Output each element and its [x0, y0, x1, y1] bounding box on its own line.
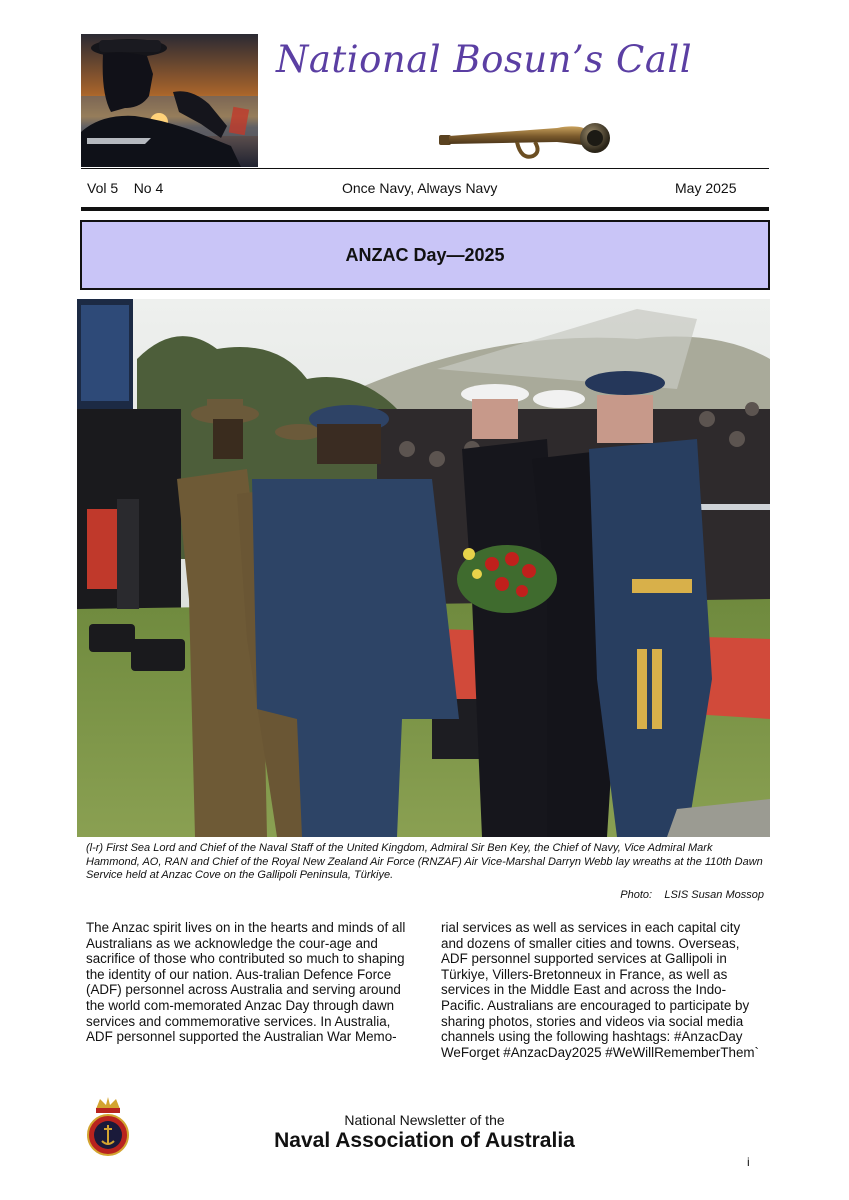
ceremony-image: [77, 299, 770, 837]
issue-date: May 2025: [675, 180, 737, 196]
footer-subtitle: National Newsletter of the: [344, 1112, 505, 1128]
photo-credit: Photo: LSIS Susan Mossop: [620, 889, 764, 901]
bosun-whistle-icon: [437, 112, 615, 162]
sailor-silhouette-image: [81, 34, 258, 167]
article-column-left: The Anzac spirit lives on in the hearts and minds of all Australians as we acknowledge the cour-age and sacrifice of those who contributed so much to shaping the identity of our nation. Aus-tralian Defence Force (ADF) personnel across Australia and serving around the world com-memorated Anzac Day through dawn services and commemorative services. In Australia, ADF personnel supported the Australian War Memo-: [86, 920, 406, 1045]
header-rule-top: [81, 168, 769, 169]
newsletter-title: National Bosun’s Call: [276, 38, 693, 81]
masthead-photo: [81, 34, 258, 167]
issue-motto: Once Navy, Always Navy: [342, 180, 498, 196]
page-number: i: [747, 1155, 750, 1169]
header-rule-bottom: [81, 207, 769, 211]
headline-banner: [80, 220, 770, 290]
issue-volume: Vol 5 No 4: [87, 180, 164, 196]
article-column-right: rial services as well as services in each capital city and dozens of smaller cities and towns. Overseas, ADF personnel supported services at Gallipoli in Türkiye, Villers-Bretonneux in France, as well as services in the Middle East and across the Indo-Pacific. Australians are encouraged to participate by sharing photos, stories and videos via social media channels using the following hashtags: #AnzacDay WeForget #AnzacDay2025 #WeWillRememberThem`: [441, 920, 760, 1060]
footer-association-name: Naval Association of Australia: [274, 1129, 575, 1152]
headline-title: ANZAC Day—2025: [345, 244, 505, 265]
photo-caption: (l-r) First Sea Lord and Chief of the Naval Staff of the United Kingdom, Admiral Sir Ben Key, the Chief of Navy, Vice Admiral Mark Hammond, AO, RAN and Chief of the Royal New Zealand Air Force (RNZAF) Air Vice-Marshal Darryn Webb lay wreaths at the 110th Dawn Service held at Anzac Cove on the Gallipoli Peninsula, Türkiye.: [86, 842, 763, 881]
wreath-laying-photo: [77, 299, 770, 837]
